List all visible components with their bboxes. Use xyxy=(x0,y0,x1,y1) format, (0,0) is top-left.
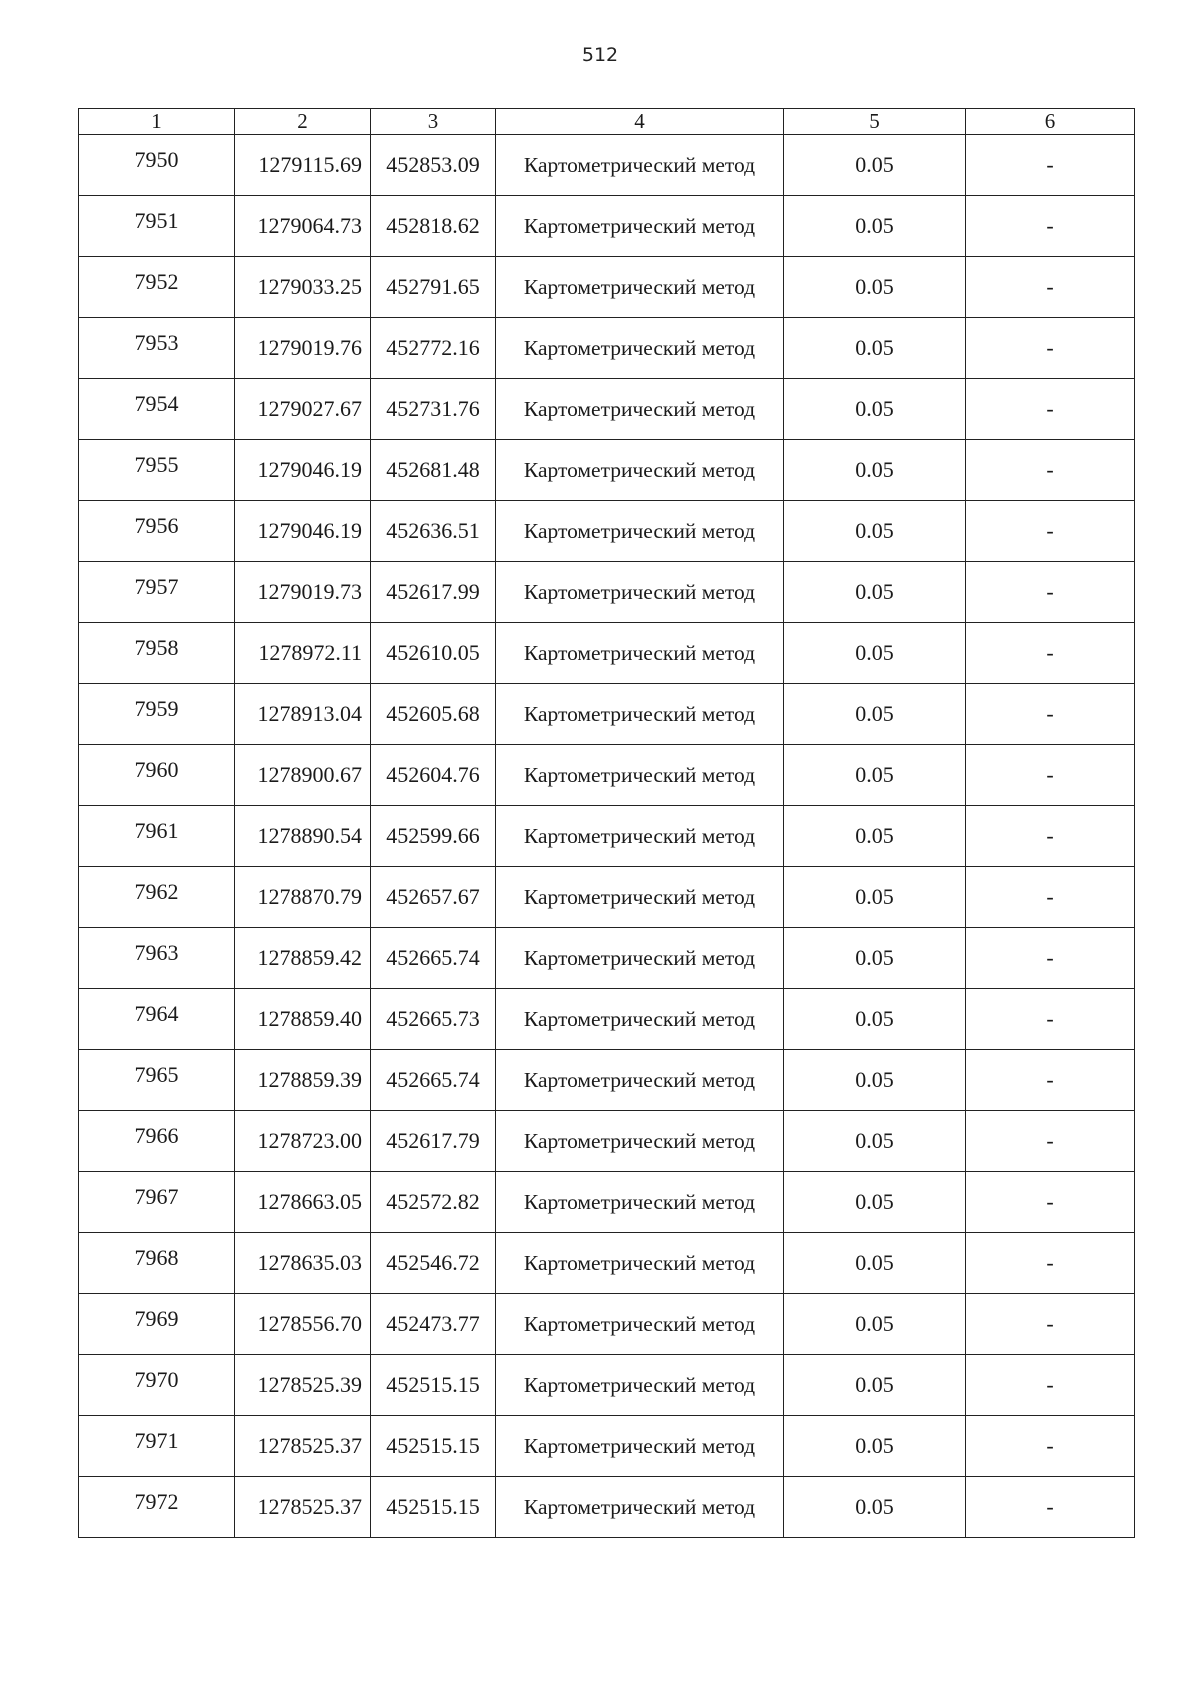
note-cell: - xyxy=(966,928,1135,989)
note-cell: - xyxy=(966,562,1135,623)
note-cell: - xyxy=(966,1050,1135,1111)
note-cell: - xyxy=(966,196,1135,257)
accuracy-cell: 0.05 xyxy=(784,440,966,501)
point-number-cell: 7954 xyxy=(79,379,235,440)
table-row xyxy=(79,1294,1135,1355)
y-coordinate-cell: 452772.16 xyxy=(371,318,496,379)
method-cell: Картометрический метод xyxy=(496,806,784,867)
x-coordinate-cell: 1278525.37 xyxy=(235,1416,371,1477)
point-number-cell: 7971 xyxy=(79,1416,235,1477)
x-coordinate-cell: 1279019.73 xyxy=(235,562,371,623)
point-number-cell: 7960 xyxy=(79,745,235,806)
accuracy-cell: 0.05 xyxy=(784,1477,966,1538)
method-cell: Картометрический метод xyxy=(496,1233,784,1294)
x-coordinate-cell: 1279046.19 xyxy=(235,440,371,501)
table-row xyxy=(79,257,1135,318)
y-coordinate-cell: 452657.67 xyxy=(371,867,496,928)
column-header-6: 6 xyxy=(966,109,1135,135)
method-cell: Картометрический метод xyxy=(496,379,784,440)
method-cell: Картометрический метод xyxy=(496,1477,784,1538)
y-coordinate-cell: 452546.72 xyxy=(371,1233,496,1294)
table-body xyxy=(79,135,1135,1538)
page-number: 512 xyxy=(581,44,619,66)
table-row xyxy=(79,501,1135,562)
note-cell: - xyxy=(966,1172,1135,1233)
accuracy-cell: 0.05 xyxy=(784,1111,966,1172)
accuracy-cell: 0.05 xyxy=(784,745,966,806)
y-coordinate-cell: 452572.82 xyxy=(371,1172,496,1233)
point-number-cell: 7964 xyxy=(79,989,235,1050)
note-cell: - xyxy=(966,135,1135,196)
method-cell: Картометрический метод xyxy=(496,562,784,623)
point-number-cell: 7952 xyxy=(79,257,235,318)
y-coordinate-cell: 452605.68 xyxy=(371,684,496,745)
accuracy-cell: 0.05 xyxy=(784,684,966,745)
accuracy-cell: 0.05 xyxy=(784,257,966,318)
table-row xyxy=(79,1355,1135,1416)
table-row xyxy=(79,1416,1135,1477)
point-number-cell: 7958 xyxy=(79,623,235,684)
y-coordinate-cell: 452818.62 xyxy=(371,196,496,257)
note-cell: - xyxy=(966,379,1135,440)
point-number-cell: 7972 xyxy=(79,1477,235,1538)
x-coordinate-cell: 1278890.54 xyxy=(235,806,371,867)
point-number-cell: 7959 xyxy=(79,684,235,745)
x-coordinate-cell: 1278859.40 xyxy=(235,989,371,1050)
coordinates-table-container xyxy=(78,108,1134,1538)
point-number-cell: 7963 xyxy=(79,928,235,989)
note-cell: - xyxy=(966,1233,1135,1294)
point-number-cell: 7969 xyxy=(79,1294,235,1355)
point-number-cell: 7970 xyxy=(79,1355,235,1416)
x-coordinate-cell: 1278525.37 xyxy=(235,1477,371,1538)
accuracy-cell: 0.05 xyxy=(784,501,966,562)
accuracy-cell: 0.05 xyxy=(784,867,966,928)
note-cell: - xyxy=(966,1294,1135,1355)
table-row xyxy=(79,196,1135,257)
accuracy-cell: 0.05 xyxy=(784,562,966,623)
y-coordinate-cell: 452681.48 xyxy=(371,440,496,501)
point-number-cell: 7955 xyxy=(79,440,235,501)
table-row xyxy=(79,318,1135,379)
point-number-cell: 7962 xyxy=(79,867,235,928)
note-cell: - xyxy=(966,440,1135,501)
x-coordinate-cell: 1278525.39 xyxy=(235,1355,371,1416)
method-cell: Картометрический метод xyxy=(496,1355,784,1416)
method-cell: Картометрический метод xyxy=(496,1111,784,1172)
accuracy-cell: 0.05 xyxy=(784,989,966,1050)
accuracy-cell: 0.05 xyxy=(784,806,966,867)
table-row xyxy=(79,562,1135,623)
method-cell: Картометрический метод xyxy=(496,501,784,562)
accuracy-cell: 0.05 xyxy=(784,1294,966,1355)
column-header-4: 4 xyxy=(496,109,784,135)
method-cell: Картометрический метод xyxy=(496,928,784,989)
y-coordinate-cell: 452604.76 xyxy=(371,745,496,806)
accuracy-cell: 0.05 xyxy=(784,1233,966,1294)
point-number-cell: 7957 xyxy=(79,562,235,623)
x-coordinate-cell: 1278972.11 xyxy=(235,623,371,684)
x-coordinate-cell: 1279033.25 xyxy=(235,257,371,318)
note-cell: - xyxy=(966,1355,1135,1416)
method-cell: Картометрический метод xyxy=(496,196,784,257)
note-cell: - xyxy=(966,1416,1135,1477)
y-coordinate-cell: 452515.15 xyxy=(371,1416,496,1477)
method-cell: Картометрический метод xyxy=(496,745,784,806)
table-row xyxy=(79,623,1135,684)
table-row xyxy=(79,867,1135,928)
method-cell: Картометрический метод xyxy=(496,623,784,684)
x-coordinate-cell: 1278913.04 xyxy=(235,684,371,745)
y-coordinate-cell: 452473.77 xyxy=(371,1294,496,1355)
note-cell: - xyxy=(966,257,1135,318)
table-row xyxy=(79,1050,1135,1111)
x-coordinate-cell: 1279019.76 xyxy=(235,318,371,379)
table-row xyxy=(79,684,1135,745)
point-number-cell: 7967 xyxy=(79,1172,235,1233)
note-cell: - xyxy=(966,1477,1135,1538)
accuracy-cell: 0.05 xyxy=(784,1355,966,1416)
note-cell: - xyxy=(966,989,1135,1050)
point-number-cell: 7956 xyxy=(79,501,235,562)
x-coordinate-cell: 1278859.39 xyxy=(235,1050,371,1111)
note-cell: - xyxy=(966,623,1135,684)
table-row xyxy=(79,135,1135,196)
x-coordinate-cell: 1279064.73 xyxy=(235,196,371,257)
method-cell: Картометрический метод xyxy=(496,135,784,196)
accuracy-cell: 0.05 xyxy=(784,623,966,684)
accuracy-cell: 0.05 xyxy=(784,1416,966,1477)
method-cell: Картометрический метод xyxy=(496,440,784,501)
table-row xyxy=(79,1111,1135,1172)
method-cell: Картометрический метод xyxy=(496,1172,784,1233)
table-row xyxy=(79,379,1135,440)
y-coordinate-cell: 452665.74 xyxy=(371,1050,496,1111)
x-coordinate-cell: 1278859.42 xyxy=(235,928,371,989)
point-number-cell: 7951 xyxy=(79,196,235,257)
note-cell: - xyxy=(966,1111,1135,1172)
y-coordinate-cell: 452731.76 xyxy=(371,379,496,440)
y-coordinate-cell: 452599.66 xyxy=(371,806,496,867)
y-coordinate-cell: 452636.51 xyxy=(371,501,496,562)
table-row xyxy=(79,806,1135,867)
x-coordinate-cell: 1278635.03 xyxy=(235,1233,371,1294)
note-cell: - xyxy=(966,501,1135,562)
column-header-3: 3 xyxy=(371,109,496,135)
column-header-5: 5 xyxy=(784,109,966,135)
point-number-cell: 7961 xyxy=(79,806,235,867)
point-number-cell: 7953 xyxy=(79,318,235,379)
accuracy-cell: 0.05 xyxy=(784,1172,966,1233)
note-cell: - xyxy=(966,745,1135,806)
x-coordinate-cell: 1279027.67 xyxy=(235,379,371,440)
x-coordinate-cell: 1278556.70 xyxy=(235,1294,371,1355)
note-cell: - xyxy=(966,318,1135,379)
method-cell: Картометрический метод xyxy=(496,684,784,745)
table-row xyxy=(79,1477,1135,1538)
method-cell: Картометрический метод xyxy=(496,1050,784,1111)
column-header-2: 2 xyxy=(235,109,371,135)
note-cell: - xyxy=(966,684,1135,745)
accuracy-cell: 0.05 xyxy=(784,1050,966,1111)
accuracy-cell: 0.05 xyxy=(784,135,966,196)
note-cell: - xyxy=(966,806,1135,867)
point-number-cell: 7950 xyxy=(79,135,235,196)
accuracy-cell: 0.05 xyxy=(784,318,966,379)
accuracy-cell: 0.05 xyxy=(784,928,966,989)
x-coordinate-cell: 1279115.69 xyxy=(235,135,371,196)
table-row xyxy=(79,440,1135,501)
y-coordinate-cell: 452665.74 xyxy=(371,928,496,989)
point-number-cell: 7965 xyxy=(79,1050,235,1111)
table-row xyxy=(79,928,1135,989)
point-number-cell: 7968 xyxy=(79,1233,235,1294)
y-coordinate-cell: 452617.99 xyxy=(371,562,496,623)
note-cell: - xyxy=(966,867,1135,928)
accuracy-cell: 0.05 xyxy=(784,196,966,257)
y-coordinate-cell: 452791.65 xyxy=(371,257,496,318)
table-row xyxy=(79,745,1135,806)
x-coordinate-cell: 1279046.19 xyxy=(235,501,371,562)
y-coordinate-cell: 452617.79 xyxy=(371,1111,496,1172)
y-coordinate-cell: 452515.15 xyxy=(371,1355,496,1416)
x-coordinate-cell: 1278900.67 xyxy=(235,745,371,806)
method-cell: Картометрический метод xyxy=(496,989,784,1050)
y-coordinate-cell: 452853.09 xyxy=(371,135,496,196)
table-row xyxy=(79,1233,1135,1294)
column-header-1: 1 xyxy=(79,109,235,135)
coordinates-table xyxy=(78,108,1135,1538)
method-cell: Картометрический метод xyxy=(496,867,784,928)
table-row xyxy=(79,989,1135,1050)
accuracy-cell: 0.05 xyxy=(784,379,966,440)
y-coordinate-cell: 452515.15 xyxy=(371,1477,496,1538)
method-cell: Картометрический метод xyxy=(496,1294,784,1355)
table-row xyxy=(79,1172,1135,1233)
point-number-cell: 7966 xyxy=(79,1111,235,1172)
method-cell: Картометрический метод xyxy=(496,257,784,318)
x-coordinate-cell: 1278870.79 xyxy=(235,867,371,928)
y-coordinate-cell: 452665.73 xyxy=(371,989,496,1050)
method-cell: Картометрический метод xyxy=(496,318,784,379)
x-coordinate-cell: 1278723.00 xyxy=(235,1111,371,1172)
method-cell: Картометрический метод xyxy=(496,1416,784,1477)
table-header-row xyxy=(79,109,1135,135)
x-coordinate-cell: 1278663.05 xyxy=(235,1172,371,1233)
y-coordinate-cell: 452610.05 xyxy=(371,623,496,684)
